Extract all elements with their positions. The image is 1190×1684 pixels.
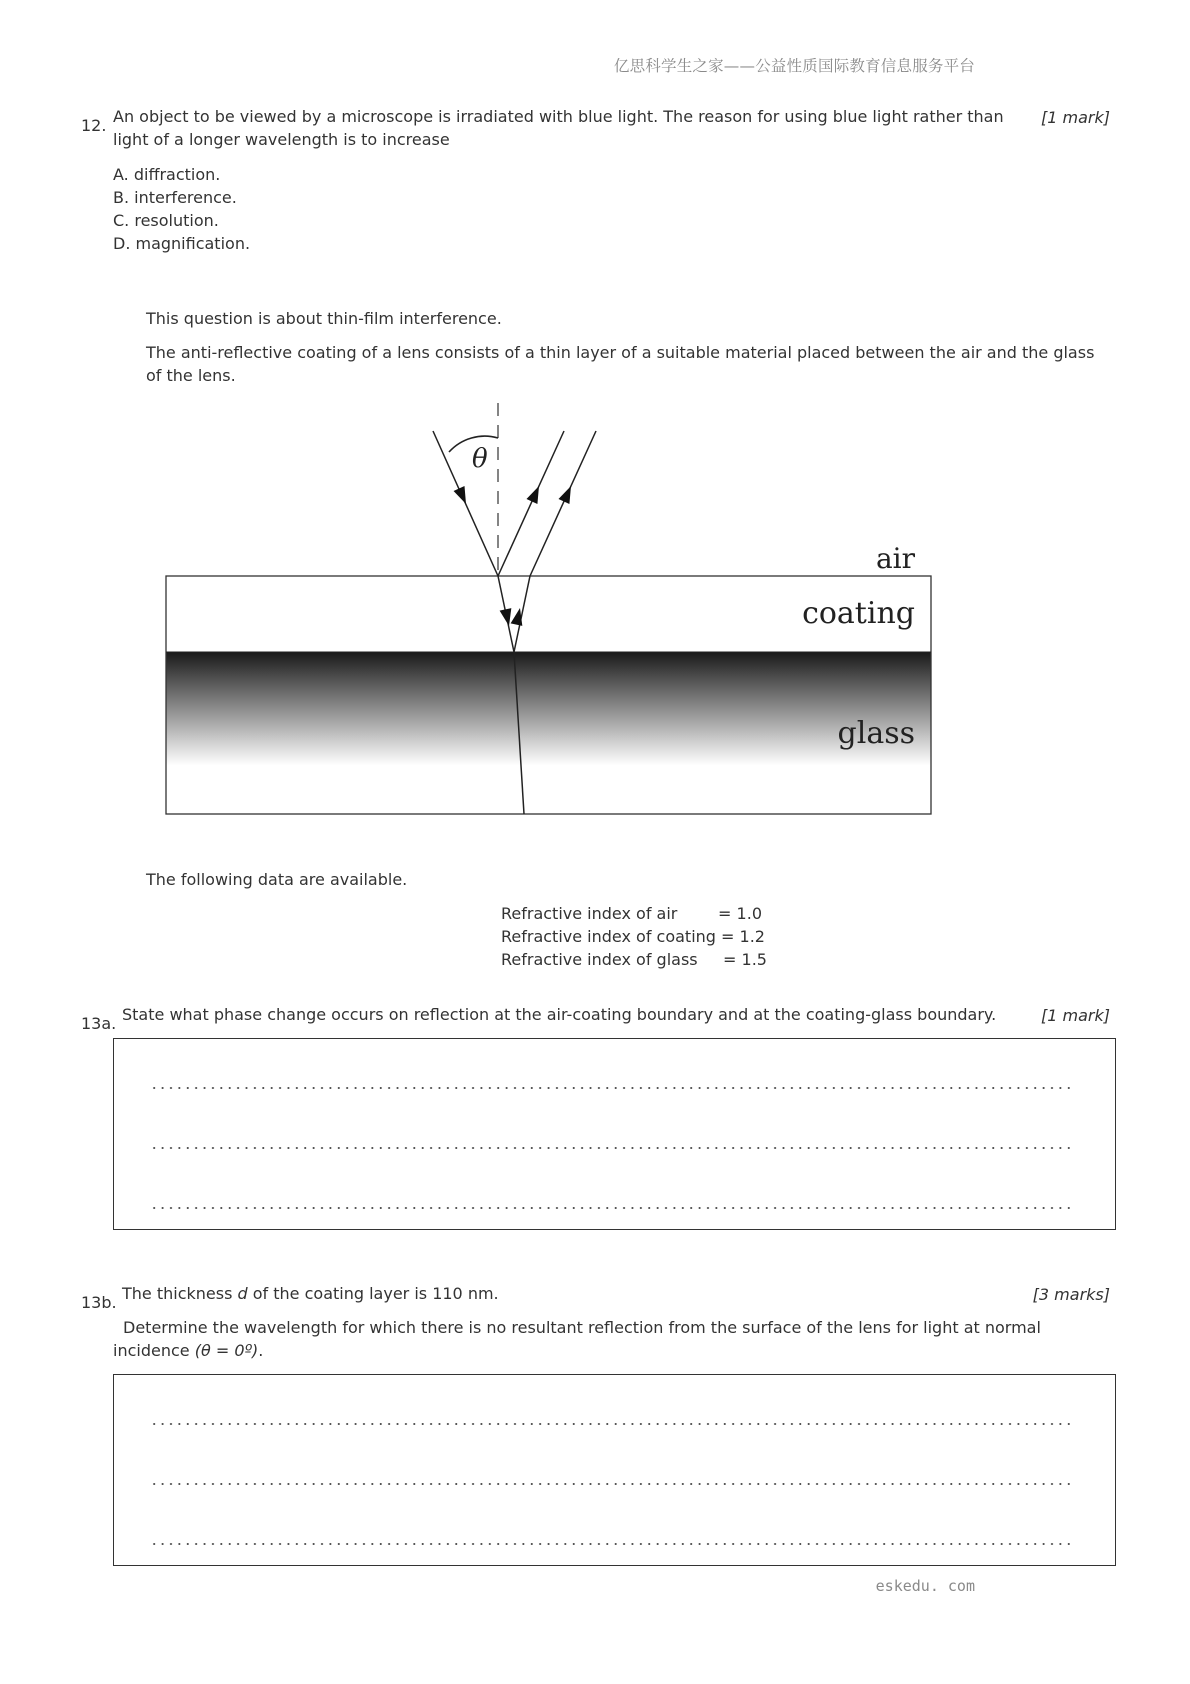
label-glass: glass [837,716,915,751]
q12-option-a: A. diffraction. [113,165,221,184]
answer-line [150,1207,1073,1209]
q13-data-intro: The following data are available. [146,870,408,889]
q13-intro1: This question is about thin-film interference. [146,309,502,328]
thin-film-diagram [0,0,1190,840]
reflected-ray-1-arrow [526,484,544,504]
q13b-q2-line2 [113,1339,1041,1362]
q13b-answer-box[interactable] [113,1374,1116,1566]
answer-line [150,1423,1073,1425]
q13b-q2-post: . [258,1341,264,1360]
answer-line [150,1087,1073,1089]
q12-stem-line1: An object to be viewed by a microscope is irradiated with blue light. The reason for using blue light rather than [113,107,1004,126]
page-footer: eskedu. com [875,1577,975,1595]
incident-ray [433,431,498,576]
q12-number: 12. [81,116,107,135]
q13a-mark: [1 mark] [1041,1006,1110,1025]
answer-line [150,1543,1073,1545]
q12-option-d: D. magnification. [113,234,251,253]
page-header: 亿思科学生之家——公益性质国际教育信息服务平台 [613,57,975,75]
q13a-answer-box[interactable] [113,1038,1116,1230]
data-row-glass: Refractive index of glass = 1.5 [501,950,767,969]
answer-line [150,1147,1073,1149]
q13b-q2-pre: incidence [113,1341,195,1360]
data-row-coating: Refractive index of coating = 1.2 [501,927,765,946]
q13b-q2-italic: (θ = 0º) [194,1341,259,1360]
q12-option-b: B. interference. [113,188,237,207]
q13b-question-1 [122,1282,499,1305]
q12-option-c: C. resolution. [113,211,219,230]
q13-intro2-line2: of the lens. [146,366,236,385]
reflected-ray-1 [498,431,564,576]
refracted-ray-arrow [500,608,515,627]
q13b-q-pre: The thickness [122,1284,238,1303]
data-row-air: Refractive index of air = 1.0 [501,904,762,923]
q13a-question: State what phase change occurs on reflection at the air-coating boundary and at the coating-glass boundary. [122,1005,997,1024]
q12-mark: [1 mark] [1041,108,1110,127]
q13-intro2-line1: The anti-reflective coating of a lens consists of a thin layer of a suitable material placed between the air and the glass [146,343,1095,362]
q13a-number: 13a. [81,1014,117,1033]
label-air: air [875,542,915,575]
label-coating: coating [802,596,915,631]
answer-line [150,1483,1073,1485]
glass-layer [166,652,931,814]
q13b-q2-line1: Determine the wavelength for which there is no resultant reflection from the surface of the lens for light at normal [123,1318,1041,1337]
refractive-index-table [501,902,767,971]
angle-theta-label: θ [472,444,488,474]
q13b-question-2 [113,1316,1041,1362]
q13b-mark: [3 marks] [1032,1285,1110,1304]
q13b-q-var: d [237,1284,248,1303]
q12-stem-line2: light of a longer wavelength is to increase [113,130,450,149]
reflected-ray-2 [530,431,596,576]
reflected-ray-2-arrow [558,484,576,504]
q13b-q-post: of the coating layer is 110 nm. [247,1284,499,1303]
q13b-number: 13b. [81,1293,117,1312]
incident-ray-arrow [454,486,472,506]
